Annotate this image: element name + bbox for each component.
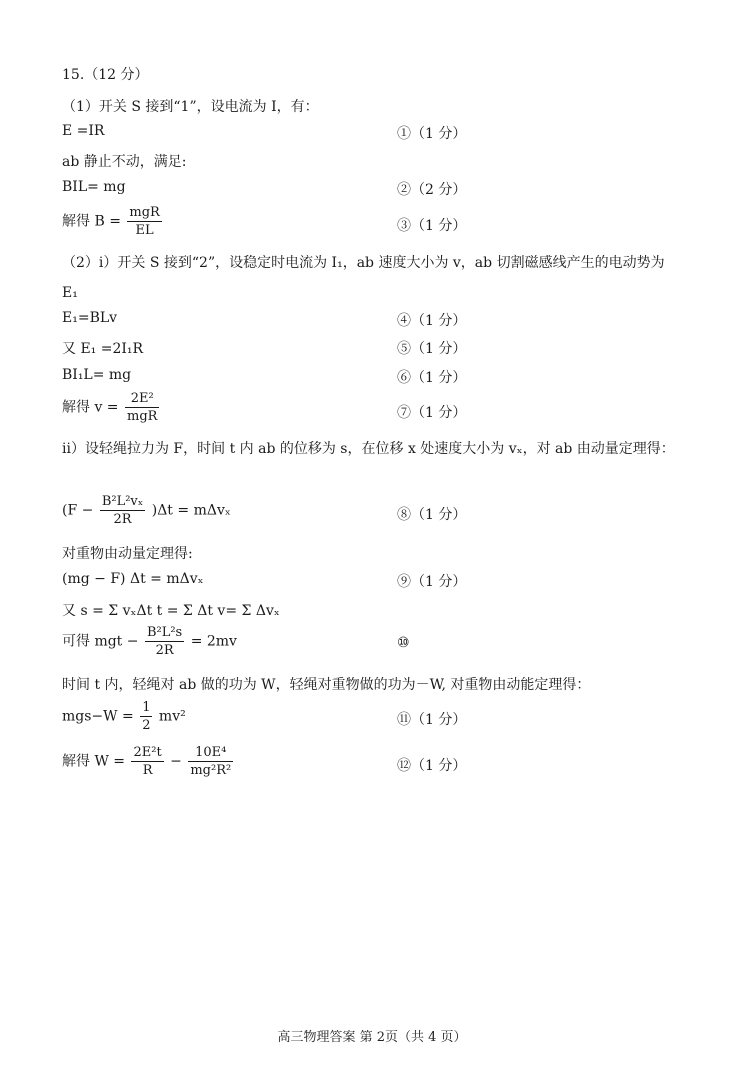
score-10: ⑩ <box>397 635 410 651</box>
eq7-denominator: mgR <box>127 409 158 424</box>
equation-11 <box>62 700 186 733</box>
page-footer: 高三物理答案 第 2页（共 4 页） <box>277 1030 467 1045</box>
eq7-prefix: 解得 v = <box>62 399 119 416</box>
eq3-fraction <box>127 205 161 238</box>
score-3: ③（1 分） <box>397 218 467 234</box>
part2-ii-intro: ii）设轻绳拉力为 F，时间 t 内 ab 的位移为 s，在位移 x 处速度大小为 vₓ，对 ab 由动量定理得： <box>62 441 675 457</box>
eq10-numerator: B²L²s <box>146 625 183 640</box>
equation-7 <box>62 391 161 424</box>
eq8-numerator: B²L²vₓ <box>101 494 144 509</box>
eq10-fraction <box>145 625 184 658</box>
eq11-denominator: 2 <box>142 718 151 733</box>
score-1: ①（1 分） <box>397 126 467 142</box>
eq3-prefix: 解得 B = <box>62 213 121 230</box>
eq7-numerator: 2E² <box>125 391 159 408</box>
equation-6: BI₁L= mg <box>62 367 132 383</box>
equation-5: 又 E₁ =2I₁R <box>62 341 144 357</box>
eq10-suffix: = 2mv <box>190 633 237 650</box>
eq8-suffix: )Δt = mΔvₓ <box>151 502 231 519</box>
score-5: ⑤（1 分） <box>397 341 467 357</box>
score-9: ⑨（1 分） <box>397 574 467 590</box>
sum-relations: 又 s = Σ vₓΔt t = Σ Δt v= Σ Δvₓ <box>62 603 280 619</box>
eq8-prefix: (F − <box>62 502 94 519</box>
score-6: ⑥（1 分） <box>397 370 467 386</box>
equation-2: BIL= mg <box>62 179 126 195</box>
eq12-fraction-2 <box>188 745 233 778</box>
score-12: ⑫（1 分） <box>397 758 467 774</box>
equation-3 <box>62 205 164 238</box>
part1-note: ab 静止不动，满足: <box>62 154 187 170</box>
eq12-fraction-1 <box>131 745 163 778</box>
eq12-prefix: 解得 W = <box>62 753 126 770</box>
eq7-fraction <box>125 391 159 424</box>
equation-1: E =IR <box>62 123 105 139</box>
part2-note-work: 时间 t 内，轻绳对 ab 做的功为 W，轻绳对重物做的功为－W, 对重物由动能定理得： <box>62 677 591 693</box>
eq11-numerator: 1 <box>142 700 151 715</box>
eq8-denominator: 2R <box>113 512 132 527</box>
part1-intro: （1）开关 S 接到“1”，设电流为 I，有： <box>62 99 319 115</box>
eq12-denominator-2: mg²R² <box>190 763 232 778</box>
eq11-prefix: mgs−W = <box>62 708 134 725</box>
eq12-denominator-1: R <box>142 763 153 778</box>
score-11: ⑪（1 分） <box>397 712 467 728</box>
part2-intro: （2）i）开关 S 接到“2”，设稳定时电流为 I₁，ab 速度大小为 v，ab 切割磁感线产生的电动势为 E₁ <box>62 255 665 301</box>
equation-8 <box>62 494 231 527</box>
eq3-numerator: mgR <box>129 205 160 220</box>
score-7: ⑦（1 分） <box>397 405 467 421</box>
eq12-numerator-1: 2E²t <box>133 745 162 760</box>
eq11-fraction <box>140 700 152 733</box>
equation-9: (mg − F) Δt = mΔvₓ <box>62 571 204 587</box>
eq12-numerator-2: 10E⁴ <box>188 745 233 762</box>
eq10-prefix: 可得 mgt − <box>62 633 139 650</box>
score-2: ②（2 分） <box>397 182 467 198</box>
part2-note: 对重物由动量定理得: <box>62 546 193 562</box>
equation-12 <box>62 745 235 778</box>
eq10-denominator: 2R <box>155 643 174 658</box>
eq11-suffix: mv² <box>158 708 186 725</box>
eq8-fraction <box>100 494 145 527</box>
score-8: ⑧（1 分） <box>397 507 467 523</box>
equation-4: E₁=BLv <box>62 310 118 326</box>
equation-10 <box>62 625 237 658</box>
score-4: ④（1 分） <box>397 313 467 329</box>
eq12-minus: − <box>170 753 182 770</box>
question-title: 15.（12 分） <box>62 67 149 83</box>
eq3-denominator: EL <box>135 223 154 238</box>
